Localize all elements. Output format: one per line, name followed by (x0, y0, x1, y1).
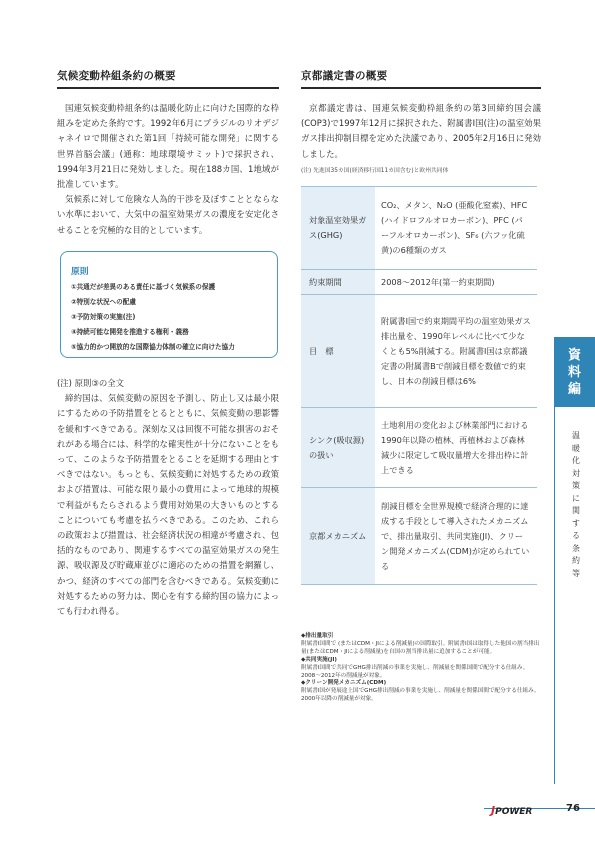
section-tab-char: 料 (567, 365, 581, 380)
vertical-char: る (572, 531, 580, 540)
section-vertical-title (570, 430, 582, 580)
principles-title: 原則 (71, 267, 89, 277)
table-row (301, 187, 537, 270)
section-tab-char: 編 (567, 382, 581, 397)
table-label-cell: シンク(吸収源)の扱い (301, 408, 375, 488)
jpower-logo (491, 804, 532, 817)
principle-item: ①共通だが差異のある責任に基づく気候系の保護 (71, 283, 216, 291)
table-row (301, 270, 537, 295)
table-row (301, 295, 537, 408)
table-label-cell: 約束期間 (301, 270, 375, 295)
table-value-cell: 附属書Ⅰ国で約束期間平均の温室効果ガス排出量を、1990年レベルに比べて少なくとも5%削減する。附属書Ⅰ国は京都議定書の附属書Bで削減目標を数値で約束し、日本の削減目標は6% (375, 295, 537, 408)
framework-intro-paragraph: 国連気候変動枠組条約は温暖化防止に向けた国際的な枠組みを定めた条約です。1992年6月にブラジルのリオデジャネイロで開催された第1回「持続可能な開発」に関する世界首脳会議」(通称：地球環境サミット)で採択され、1994年3月21日に発効しました。現在188カ国、1地域が批准しています。 (57, 103, 279, 190)
principles-box (60, 251, 278, 358)
footnote-heading: ◆排出量取引 (301, 633, 334, 639)
vertical-char: 策 (572, 481, 580, 490)
principle-item: ②特別な状況への配慮 (71, 298, 136, 306)
mechanism-footnotes (301, 633, 541, 704)
logo-mark: J (491, 804, 496, 817)
vertical-char: 温 (572, 431, 580, 440)
table-label-cell: 京都メカニズム (301, 488, 375, 585)
table-label-cell: 対象温室効果ガス(GHG) (301, 187, 375, 270)
right-heading: 京都議定書の概要 (301, 68, 541, 89)
side-divider (554, 407, 555, 784)
footnote-body: 附属書Ⅰ国間で (またはCDM・JIによる削減量)の国際取引。附属書Ⅰ国は取得した他国の割当排出量(またはCDM・JIによる削減量)を自国の割当排出量に追加することが可能。 (301, 640, 540, 655)
section-tab-char: 資 (567, 348, 581, 363)
footnote-body: 附属書Ⅰ国間で共同でGHG排出削減の事業を実施し、削減量を関係国間で配分する仕組み。2008～2012年の削減量が対象。 (301, 664, 529, 679)
table-value-cell: CO₂、メタン、N₂O (亜酸化窒素)、HFC (ハイドロフルオロカーボン)、PFC (パーフルオロカーボン)、SF₆ (六フッ化硫黄)の6種類のガス (375, 187, 537, 270)
vertical-char: す (572, 518, 580, 528)
annex-one-note: (注) 先進国35カ国(経済移行国11カ国含む)と欧州共同体 (301, 167, 449, 174)
vertical-char: 化 (572, 456, 580, 465)
kyoto-intro-paragraph: 京都議定書は、国連気候変動枠組条約の第3回締約国会議(COP3)で1997年12月に採択された、附属書Ⅰ国(注)の温室効果ガス排出抑制目標を定めた決議であり、2005年2月16日に発効しました。 (301, 103, 541, 159)
vertical-char: 暖 (572, 443, 580, 453)
vertical-char: 関 (572, 506, 580, 515)
vertical-char: 対 (572, 468, 580, 478)
table-row (301, 488, 537, 585)
principle-note-title: (注) 原則③の全文 (57, 378, 124, 388)
kyoto-protocol-table (301, 186, 537, 585)
principle-item: ③予防対策の実施(注) (71, 313, 136, 321)
table-label-cell: 目 標 (301, 295, 375, 408)
page-number: 76 (566, 803, 580, 814)
vertical-char: に (572, 493, 580, 503)
left-heading: 気候変動枠組条約の概要 (57, 68, 279, 89)
vertical-char: 条 (572, 543, 580, 553)
table-row (301, 408, 537, 488)
framework-goal-paragraph: 気候系に対して危険な人為的干渉を及ぼすこととならない水準において、大気中の温室効果ガスの濃度を安定化させることを究極的な目的としています。 (57, 194, 279, 235)
footnote-heading: ◆共同実施(JI) (301, 656, 337, 663)
footnote-body: 附属書Ⅰ国が発展途上国でGHG排出削減の事業を実施し、削減量を関係国間で配分する仕組み。2000年以降の削減量が対象。 (301, 688, 540, 703)
logo-text: POWER (495, 807, 533, 817)
table-value-cell: 削減目標を全世界規模で経済合理的に達成する手段として導入されたメカニズムで、排出量取引、共同実施(JI)、クリーン開発メカニズム(CDM)が定められている (375, 488, 537, 585)
vertical-char: 等 (572, 568, 580, 578)
principle-note-body: 締約国は、気候変動の原因を予測し、防止し又は最小限にするための予防措置をとるとともに、気候変動の悪影響を緩和すべきである。深刻な又は回復不可能な損害のおそれがある場合には、科学的な確実性が十分にないことをもって、このような予防措置をとることを延期する理由とすべきではない。もっとも、気候変動に対処するための政策および措置は、可能な限り最小の費用によって地球的規模で利益がもたらされるよう費用対効果の大きいものとすることについても考慮を払うべきである。このため、これらの政策および措置は、社会経済状況の相違が考慮され、包括的なものであり、関連するすべての温室効果ガスの発生源、吸収源及び貯蔵庫並びに適応のための措置を網羅し、かつ、経済のすべての部門を含むべきである。気候変動に対処するための努力は、関心を有する締約国の協力によっても行われ得る。 (57, 393, 279, 617)
vertical-char: 約 (572, 556, 580, 565)
table-value-cell: 土地利用の変化および林業部門における1990年以降の植林、再植林および森林減少に限定して吸収量増大を排出枠に計上できる (375, 408, 537, 488)
table-value-cell: 2008～2012年(第一約束期間) (375, 270, 537, 295)
principle-note (57, 376, 279, 619)
section-tab[interactable] (554, 337, 595, 407)
principle-item: ④持続可能な開発を推進する権利・義務 (71, 328, 189, 336)
left-column (57, 68, 279, 238)
footnote-heading: ◆クリーン開発メカニズム(CDM) (301, 680, 387, 687)
principle-item: ⑤協力的かつ開放的な国際協力体制の確立に向けた協力 (71, 343, 235, 351)
right-column (301, 68, 541, 174)
